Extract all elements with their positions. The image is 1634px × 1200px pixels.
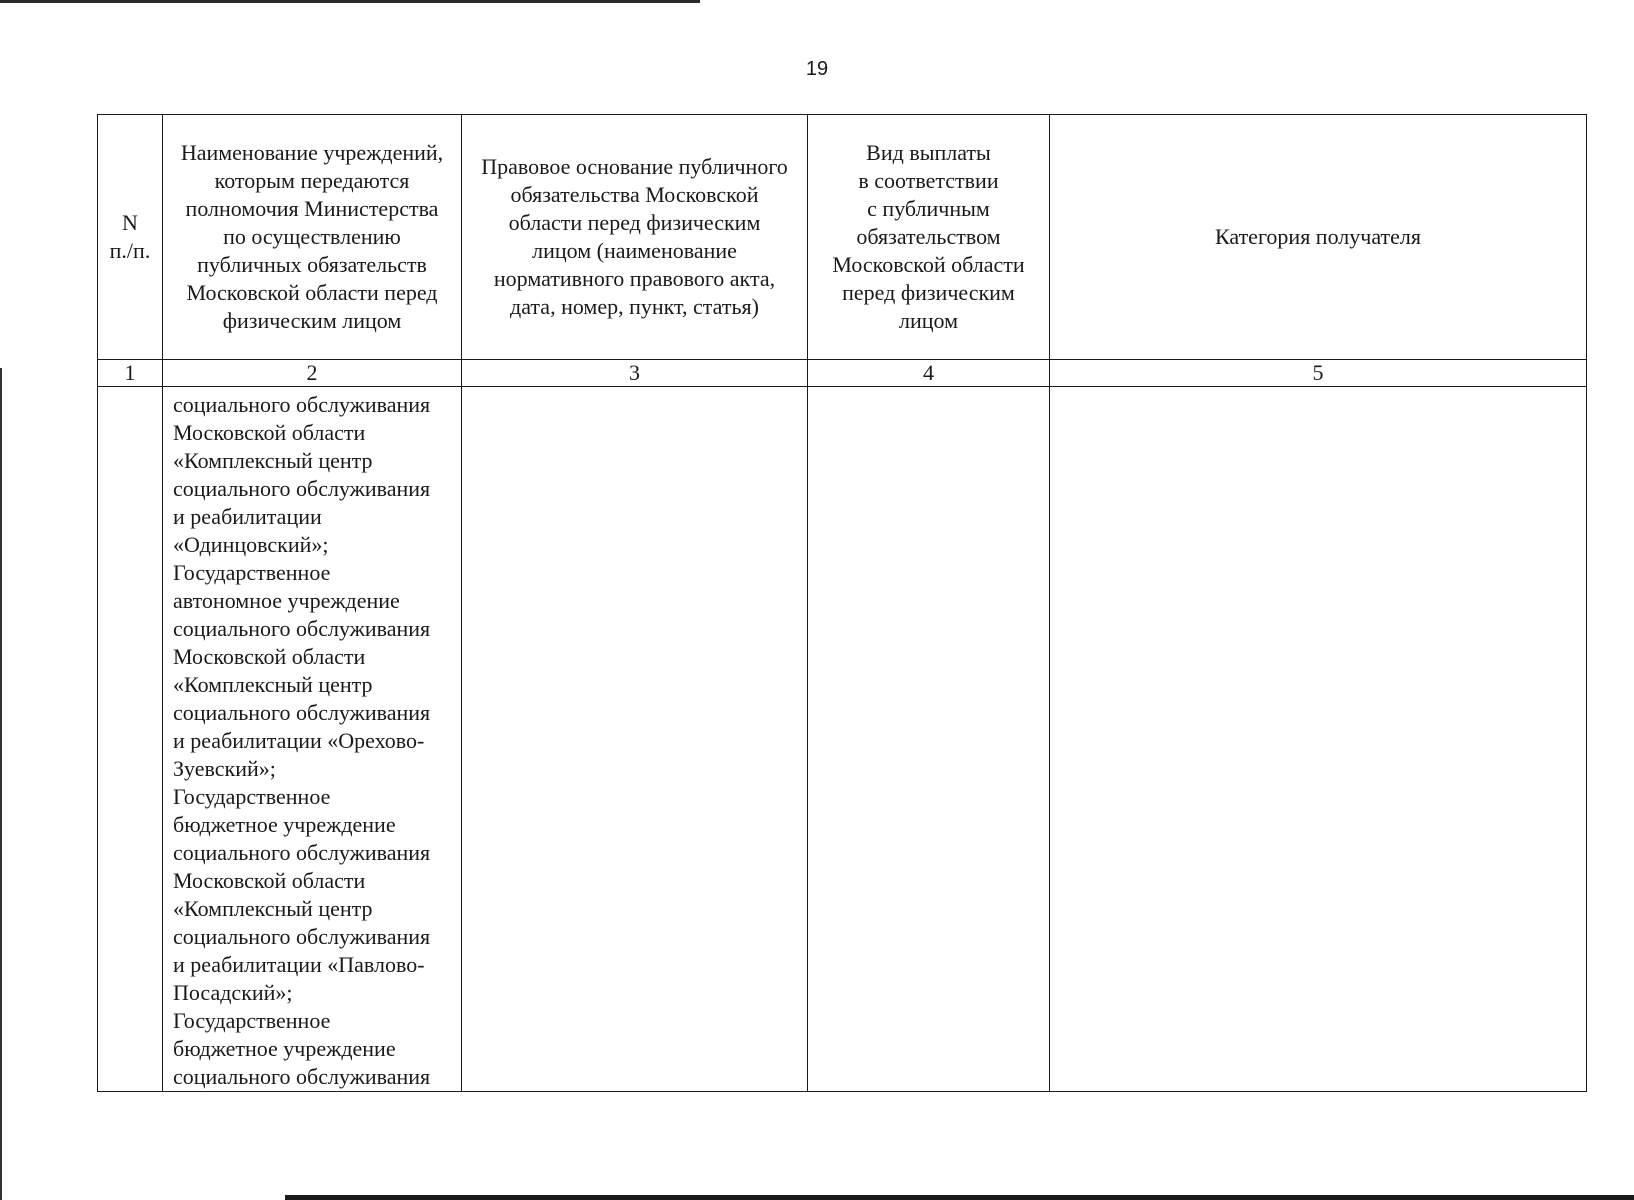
header-col-legal-basis xyxy=(462,115,808,360)
cell-recipient-category xyxy=(1050,387,1587,1092)
table-row xyxy=(98,387,1587,1092)
institution-text-line: Посадский»; xyxy=(173,980,293,1005)
institution-text-line: «Комплексный центр xyxy=(173,672,373,697)
header-line: Вид выплаты xyxy=(866,140,991,165)
header-line: которым передаются xyxy=(214,168,410,193)
header-line: нормативного правового акта, xyxy=(493,266,776,291)
header-line: по осуществлению xyxy=(223,224,401,249)
header-col-number xyxy=(98,115,163,360)
header-line: Московской области xyxy=(832,252,1025,277)
cell-number xyxy=(98,387,163,1092)
column-number: 1 xyxy=(98,360,163,387)
header-line: перед физическим xyxy=(842,280,1015,305)
institution-text-line: социального обслуживания xyxy=(173,700,431,725)
header-line: п./п. xyxy=(109,238,151,263)
institution-text-line: Московской области xyxy=(173,420,366,445)
header-line: Московской области перед xyxy=(186,280,438,305)
column-number: 4 xyxy=(808,360,1050,387)
institution-text-line: социального обслуживания xyxy=(173,476,431,501)
institution-text-line: «Комплексный центр xyxy=(173,448,373,473)
scan-artifact-left xyxy=(0,368,2,1200)
cell-legal-basis xyxy=(462,387,808,1092)
institution-text-line: социального обслуживания xyxy=(173,924,431,949)
institution-text-line: бюджетное учреждение xyxy=(173,812,396,837)
payments-table xyxy=(97,114,1586,1090)
scan-artifact-top xyxy=(0,0,700,3)
header-col-institutions xyxy=(163,115,462,360)
header-line: физическим лицом xyxy=(222,308,402,333)
column-number: 3 xyxy=(462,360,808,387)
institution-text-line: «Одинцовский»; xyxy=(173,532,329,557)
column-number: 2 xyxy=(163,360,462,387)
header-line: обязательства Московской xyxy=(510,182,759,207)
institution-text-line: социального обслуживания xyxy=(173,1064,431,1089)
institution-text-line: и реабилитации «Орехово- xyxy=(173,728,425,753)
institution-text-line: и реабилитации xyxy=(173,504,322,529)
institution-text-line: Московской области xyxy=(173,644,366,669)
institution-text-line: Московской области xyxy=(173,868,366,893)
header-line: дата, номер, пункт, статья) xyxy=(510,294,759,319)
institution-text-line: «Комплексный центр xyxy=(173,896,373,921)
column-number: 5 xyxy=(1050,360,1587,387)
column-number-row xyxy=(98,360,1587,387)
header-line: Категория получателя xyxy=(1214,224,1422,249)
cell-payment-type xyxy=(808,387,1050,1092)
header-line: Наименование учреждений, xyxy=(180,140,444,165)
header-line: N xyxy=(122,210,138,235)
header-col-recipient-category xyxy=(1050,115,1587,360)
institution-text-line: Государственное xyxy=(173,1008,331,1033)
institution-text-line: и реабилитации «Павлово- xyxy=(173,952,425,977)
header-line: полномочия Министерства xyxy=(185,196,439,221)
header-line: обязательством xyxy=(856,224,1001,249)
page-number: 19 xyxy=(805,58,829,80)
institution-text-line: Зуевский»; xyxy=(173,756,276,781)
header-line: в соответствии xyxy=(858,168,999,193)
header-line: с публичным xyxy=(867,196,990,221)
institution-text-line: бюджетное учреждение xyxy=(173,1036,396,1061)
header-line: лицом xyxy=(898,308,959,333)
institution-text-line: социального обслуживания xyxy=(173,840,431,865)
scan-artifact-bottom xyxy=(285,1195,1634,1200)
header-line: области перед физическим xyxy=(508,210,761,235)
institution-text-line: автономное учреждение xyxy=(173,588,400,613)
header-line: лицом (наименование xyxy=(532,238,737,263)
header-col-payment-type xyxy=(808,115,1050,360)
institution-text-line: социального обслуживания xyxy=(173,616,431,641)
cell-institutions xyxy=(163,387,462,1092)
institution-text-line: Государственное xyxy=(173,784,331,809)
institution-text-line: социального обслуживания xyxy=(173,392,431,417)
header-line: Правовое основание публичного xyxy=(481,154,788,179)
header-line: публичных обязательств xyxy=(197,252,427,277)
institution-text-line: Государственное xyxy=(173,560,331,585)
table-header-row xyxy=(98,115,1587,360)
